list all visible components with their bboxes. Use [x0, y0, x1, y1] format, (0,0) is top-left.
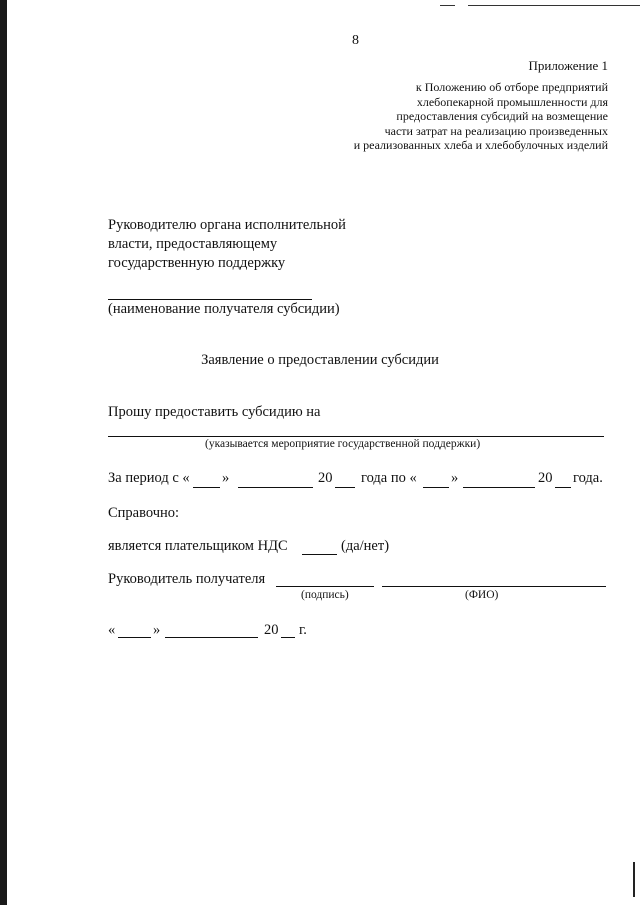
period-suffix: года. — [573, 470, 603, 486]
period-day2-line — [423, 487, 449, 488]
measure-line — [108, 436, 604, 437]
addressee-line: государственную поддержку — [108, 255, 286, 271]
recipient-name-line — [108, 299, 312, 300]
request-text: Прошу предоставить субсидию на — [108, 404, 321, 420]
date-open: « — [108, 622, 116, 638]
signature-label: Руководитель получателя — [108, 571, 266, 587]
name-caption: (ФИО) — [465, 589, 499, 601]
page-number: 8 — [352, 33, 359, 48]
appendix-line: к Положению об отборе предприятий — [415, 80, 608, 94]
appendix-line: предоставления субсидий на возмещение — [396, 109, 608, 123]
appendix-line: части затрат на реализацию произведенных — [384, 123, 608, 138]
sign-caption: (подпись) — [301, 589, 349, 601]
top-edge-line — [468, 5, 640, 6]
document-title: Заявление о предоставлении субсидии — [201, 352, 439, 368]
measure-caption: (указывается мероприятие государственной поддержки) — [205, 438, 481, 450]
date-year-line — [281, 637, 295, 638]
addressee-line: власти, предоставляющему — [108, 236, 278, 252]
period-year1: 20 — [318, 470, 333, 486]
period-prefix: За период с « — [108, 470, 190, 486]
addressee-line: Руководителю органа исполнительной — [108, 217, 346, 233]
date-month-line — [165, 637, 258, 638]
period-to: года по « — [361, 470, 417, 486]
period-close1: » — [222, 470, 230, 486]
period-year2-line — [555, 487, 571, 488]
addressee-block — [108, 216, 388, 273]
period-day1-line — [193, 487, 220, 488]
vat-suffix: (да/нет) — [341, 538, 390, 554]
appendix-line: и реализованных хлеба и хлебобулочных изделий — [353, 138, 608, 152]
period-month1-line — [238, 487, 313, 488]
appendix-label: Приложение 1 — [528, 58, 608, 73]
period-close2: » — [451, 470, 459, 486]
period-year1-line — [335, 487, 355, 488]
recipient-caption: (наименование получателя субсидии) — [108, 301, 340, 317]
reference-label: Справочно: — [108, 505, 180, 521]
name-line — [382, 586, 606, 587]
vat-answer-line — [302, 554, 337, 555]
scan-right-mark — [633, 862, 635, 897]
period-year2: 20 — [538, 470, 553, 486]
date-day-line — [118, 637, 151, 638]
date-year: 20 — [264, 622, 279, 638]
top-edge-line-short — [440, 5, 455, 6]
appendix-line: хлебопекарной промышленности для — [416, 94, 608, 109]
period-row — [108, 470, 190, 487]
signature-line — [276, 586, 374, 587]
vat-prefix: является плательщиком НДС — [108, 538, 288, 554]
date-close: » — [153, 622, 161, 638]
scan-left-border — [0, 0, 7, 905]
appendix-description — [308, 80, 608, 153]
period-month2-line — [463, 487, 535, 488]
date-suffix: г. — [299, 622, 307, 638]
